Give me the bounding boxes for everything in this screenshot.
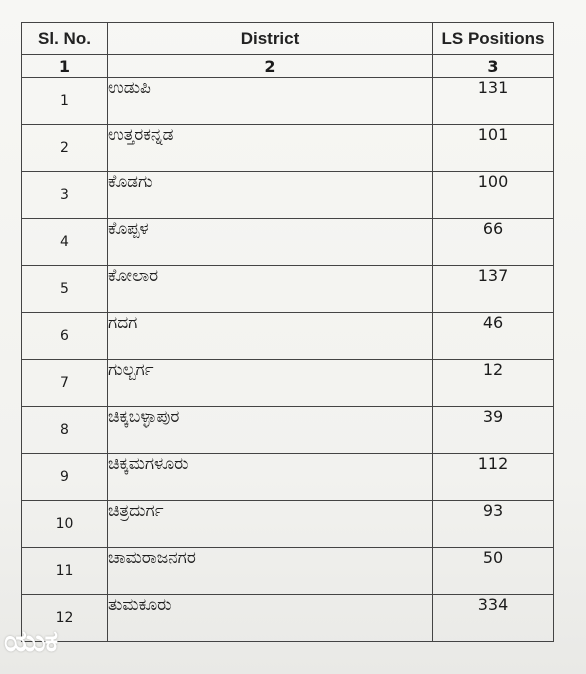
sl-cell: 6 xyxy=(22,313,108,360)
district-ls-positions-table xyxy=(21,22,554,642)
district-cell: ಚಿತ್ರದುರ್ಗ xyxy=(108,501,433,548)
ls-positions-cell: 66 xyxy=(433,219,554,266)
header-sl-no: Sl. No. xyxy=(22,23,108,55)
table-row xyxy=(22,78,554,125)
ls-positions-cell: 46 xyxy=(433,313,554,360)
watermark-logo: ಯುಕ xyxy=(4,624,58,659)
column-number-1: 1 xyxy=(22,55,108,78)
ls-positions-cell: 112 xyxy=(433,454,554,501)
table-row xyxy=(22,454,554,501)
table-row xyxy=(22,501,554,548)
table-row xyxy=(22,548,554,595)
ls-positions-cell: 101 xyxy=(433,125,554,172)
district-cell: ಚಿಕ್ಕಮಗಳೂರು xyxy=(108,454,433,501)
table-row xyxy=(22,407,554,454)
district-cell: ಗದಗ xyxy=(108,313,433,360)
district-cell: ಉಡುಪಿ xyxy=(108,78,433,125)
sl-cell: 5 xyxy=(22,266,108,313)
district-cell: ತುಮಕೂರು xyxy=(108,595,433,642)
sl-cell: 10 xyxy=(22,501,108,548)
table-row xyxy=(22,360,554,407)
header-district: District xyxy=(108,23,433,55)
sl-cell: 12 xyxy=(22,595,108,642)
district-cell: ಚಾಮರಾಜನಗರ xyxy=(108,548,433,595)
column-number-2: 2 xyxy=(108,55,433,78)
header-ls-positions: LS Positions xyxy=(433,23,554,55)
sl-cell: 7 xyxy=(22,360,108,407)
table-row xyxy=(22,266,554,313)
district-cell: ಕೊಡಗು xyxy=(108,172,433,219)
table-row xyxy=(22,595,554,642)
ls-positions-cell: 93 xyxy=(433,501,554,548)
district-cell: ಕೊಪ್ಪಳ xyxy=(108,219,433,266)
header-row xyxy=(22,23,554,55)
sl-cell: 1 xyxy=(22,78,108,125)
ls-positions-cell: 131 xyxy=(433,78,554,125)
column-number-row xyxy=(22,55,554,78)
ls-positions-cell: 137 xyxy=(433,266,554,313)
ls-positions-cell: 50 xyxy=(433,548,554,595)
table-row xyxy=(22,125,554,172)
ls-positions-cell: 100 xyxy=(433,172,554,219)
column-number-3: 3 xyxy=(433,55,554,78)
sl-cell: 8 xyxy=(22,407,108,454)
district-cell: ಗುಲ್ಬರ್ಗ xyxy=(108,360,433,407)
district-cell: ಚಿಕ್ಕಬಳ್ಳಾಪುರ xyxy=(108,407,433,454)
sl-cell: 11 xyxy=(22,548,108,595)
ls-positions-cell: 12 xyxy=(433,360,554,407)
table-row xyxy=(22,172,554,219)
ls-positions-cell: 334 xyxy=(433,595,554,642)
sl-cell: 9 xyxy=(22,454,108,501)
sl-cell: 4 xyxy=(22,219,108,266)
sl-cell: 3 xyxy=(22,172,108,219)
table-row xyxy=(22,313,554,360)
ls-positions-cell: 39 xyxy=(433,407,554,454)
district-cell: ಉತ್ತರಕನ್ನಡ xyxy=(108,125,433,172)
district-cell: ಕೋಲಾರ xyxy=(108,266,433,313)
table-row xyxy=(22,219,554,266)
sl-cell: 2 xyxy=(22,125,108,172)
